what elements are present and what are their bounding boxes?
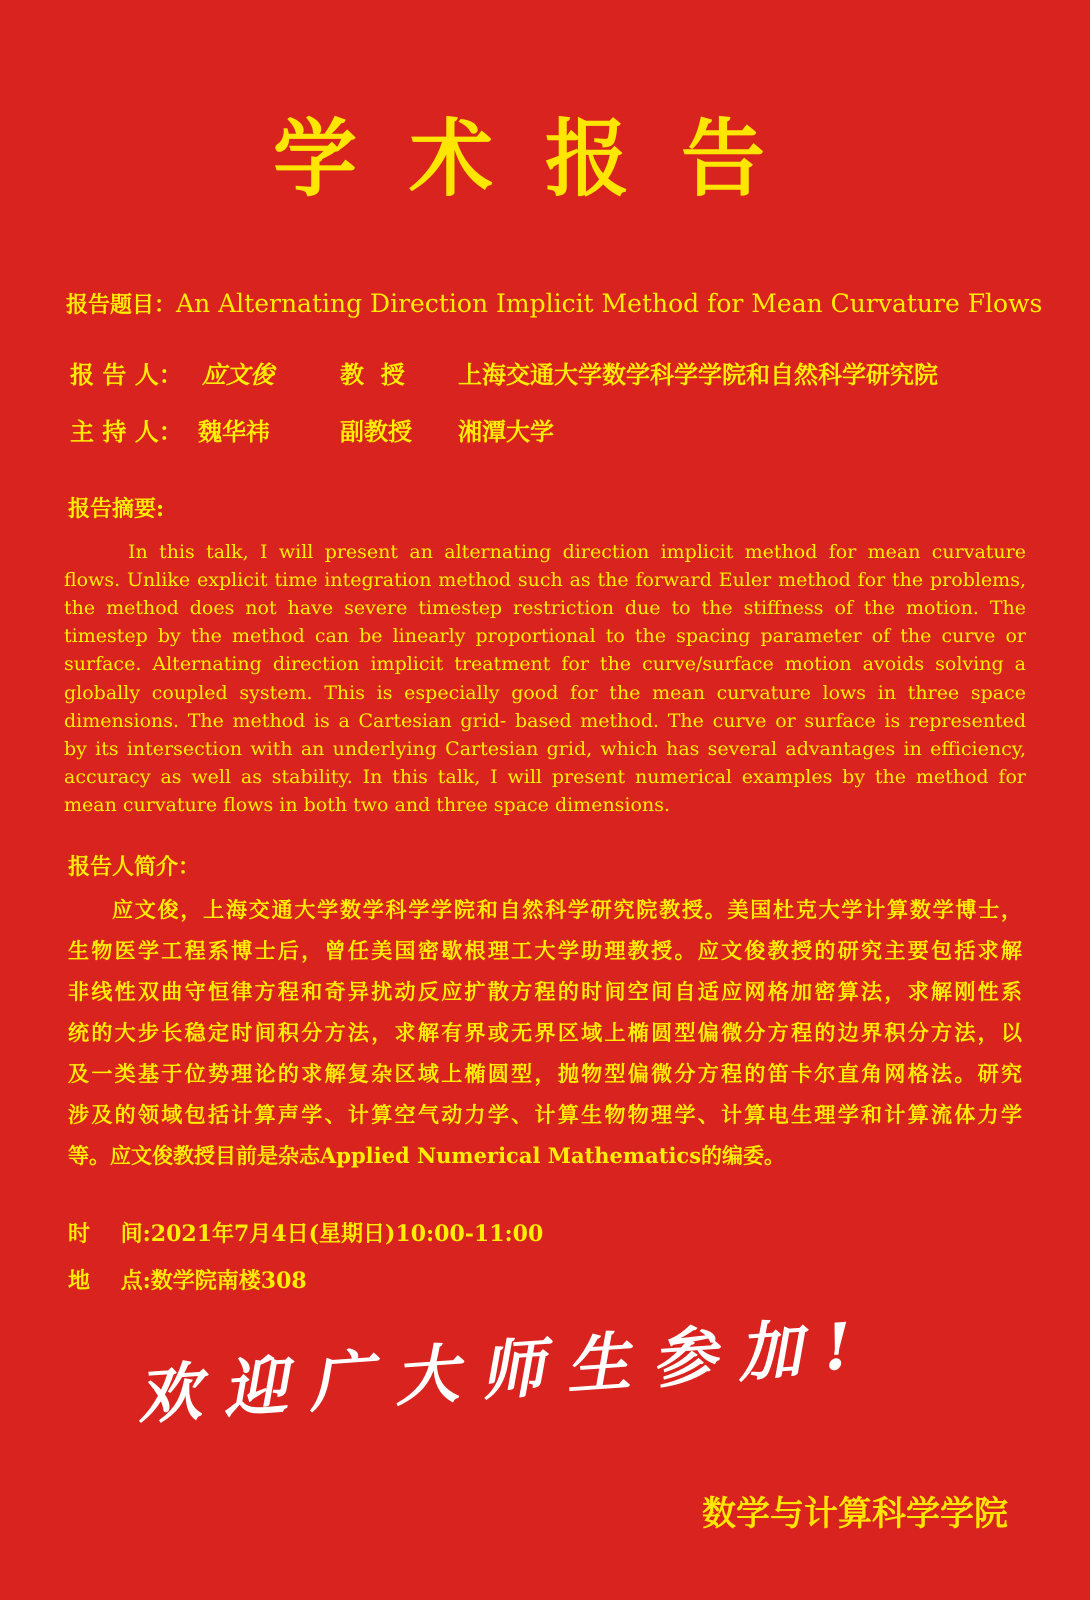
abstract-line: accuracy as well as stability. In this talk, I will present numerical examples by the method for [64, 765, 1026, 788]
time-row [68, 1217, 543, 1248]
abstract-line: mean curvature flows in both two and three space dimensions. [64, 793, 670, 816]
time-label: 时 间: [68, 1221, 151, 1247]
host-label: 主 持 人： [70, 417, 183, 446]
abstract-heading: 报告摘要: [68, 496, 165, 522]
abstract-line: globally coupled system. This is especially good for the mean curvature lows in three space [64, 681, 1026, 704]
abstract-line: the method does not have severe timestep restriction due to the stiffness of the motion. The [64, 597, 1026, 620]
place-label: 地 点: [68, 1268, 151, 1294]
bio-line: 生物医学工程系博士后，曾任美国密歇根理工大学助理教授。应文俊教授的研究主要包括求解 [68, 938, 1022, 963]
topic-label: 报告题目： [66, 292, 177, 318]
bio-line: 涉及的领域包括计算声学、计算空气动力学、计算生物物理学、计算电生理学和计算流体力学 [68, 1102, 1022, 1127]
abstract-line: timestep by the method can be linearly proportional to the spacing parameter of the curve or [64, 625, 1026, 648]
bio-heading: 报告人简介： [68, 854, 201, 880]
speaker-label: 报 告 人： [70, 360, 183, 389]
abstract-line: surface. Alternating direction implicit treatment for the curve/surface motion avoids solving a [64, 653, 1026, 676]
speaker-rank: 教 授 [340, 360, 405, 389]
poster-title: 学术报告 [272, 109, 817, 208]
place-row [68, 1264, 307, 1295]
host-name: 魏华祎 [198, 417, 270, 446]
talk-topic [66, 288, 1042, 319]
abstract-line: by its intersection with an underlying Cartesian grid, which has several advantages in efficiency, [64, 737, 1026, 760]
host-affiliation: 湘潭大学 [458, 417, 554, 446]
bio-line: 统的大步长稳定时间积分方法，求解有界或无界区域上椭圆型偏微分方程的边界积分方法，以 [68, 1020, 1022, 1045]
organizer: 数学与计算科学学院 [702, 1494, 1008, 1534]
bio-line: 及一类基于位势理论的求解复杂区域上椭圆型，抛物型偏微分方程的笛卡尔直角网格法。研究 [68, 1061, 1022, 1086]
place-value: 数学院南楼308 [150, 1268, 307, 1294]
bio-line: 等。应文俊教授目前是杂志Applied Numerical Mathematics的编委。 [68, 1143, 786, 1168]
speaker-row [70, 355, 938, 390]
abstract-line: dimensions. The method is a Cartesian grid- based method. The curve or surface is represented [64, 709, 1026, 732]
host-rank: 副教授 [340, 417, 412, 446]
bio-line: 应文俊，上海交通大学数学科学学院和自然科学研究院教授。美国杜克大学计算数学博士， [112, 897, 1022, 922]
topic-value: An Alternating Direction Implicit Method for Mean Curvature Flows [176, 289, 1043, 318]
welcome-slogan: 欢迎广大师生参加! [134, 1307, 877, 1435]
time-value: 2021年7月4日(星期日)10:00-11:00 [150, 1221, 544, 1247]
speaker-name: 应文俊 [202, 360, 274, 389]
bio-line: 非线性双曲守恒律方程和奇异扰动反应扩散方程的时间空间自适应网格加密算法，求解刚性系 [68, 979, 1022, 1004]
speaker-affiliation: 上海交通大学数学科学学院和自然科学研究院 [458, 360, 938, 389]
abstract-line: In this talk, I will present an alternating direction implicit method for mean curvature [128, 541, 1026, 563]
host-row [70, 412, 554, 447]
abstract-line: flows. Unlike explicit time integration method such as the forward Euler method for the problems, [64, 569, 1026, 592]
